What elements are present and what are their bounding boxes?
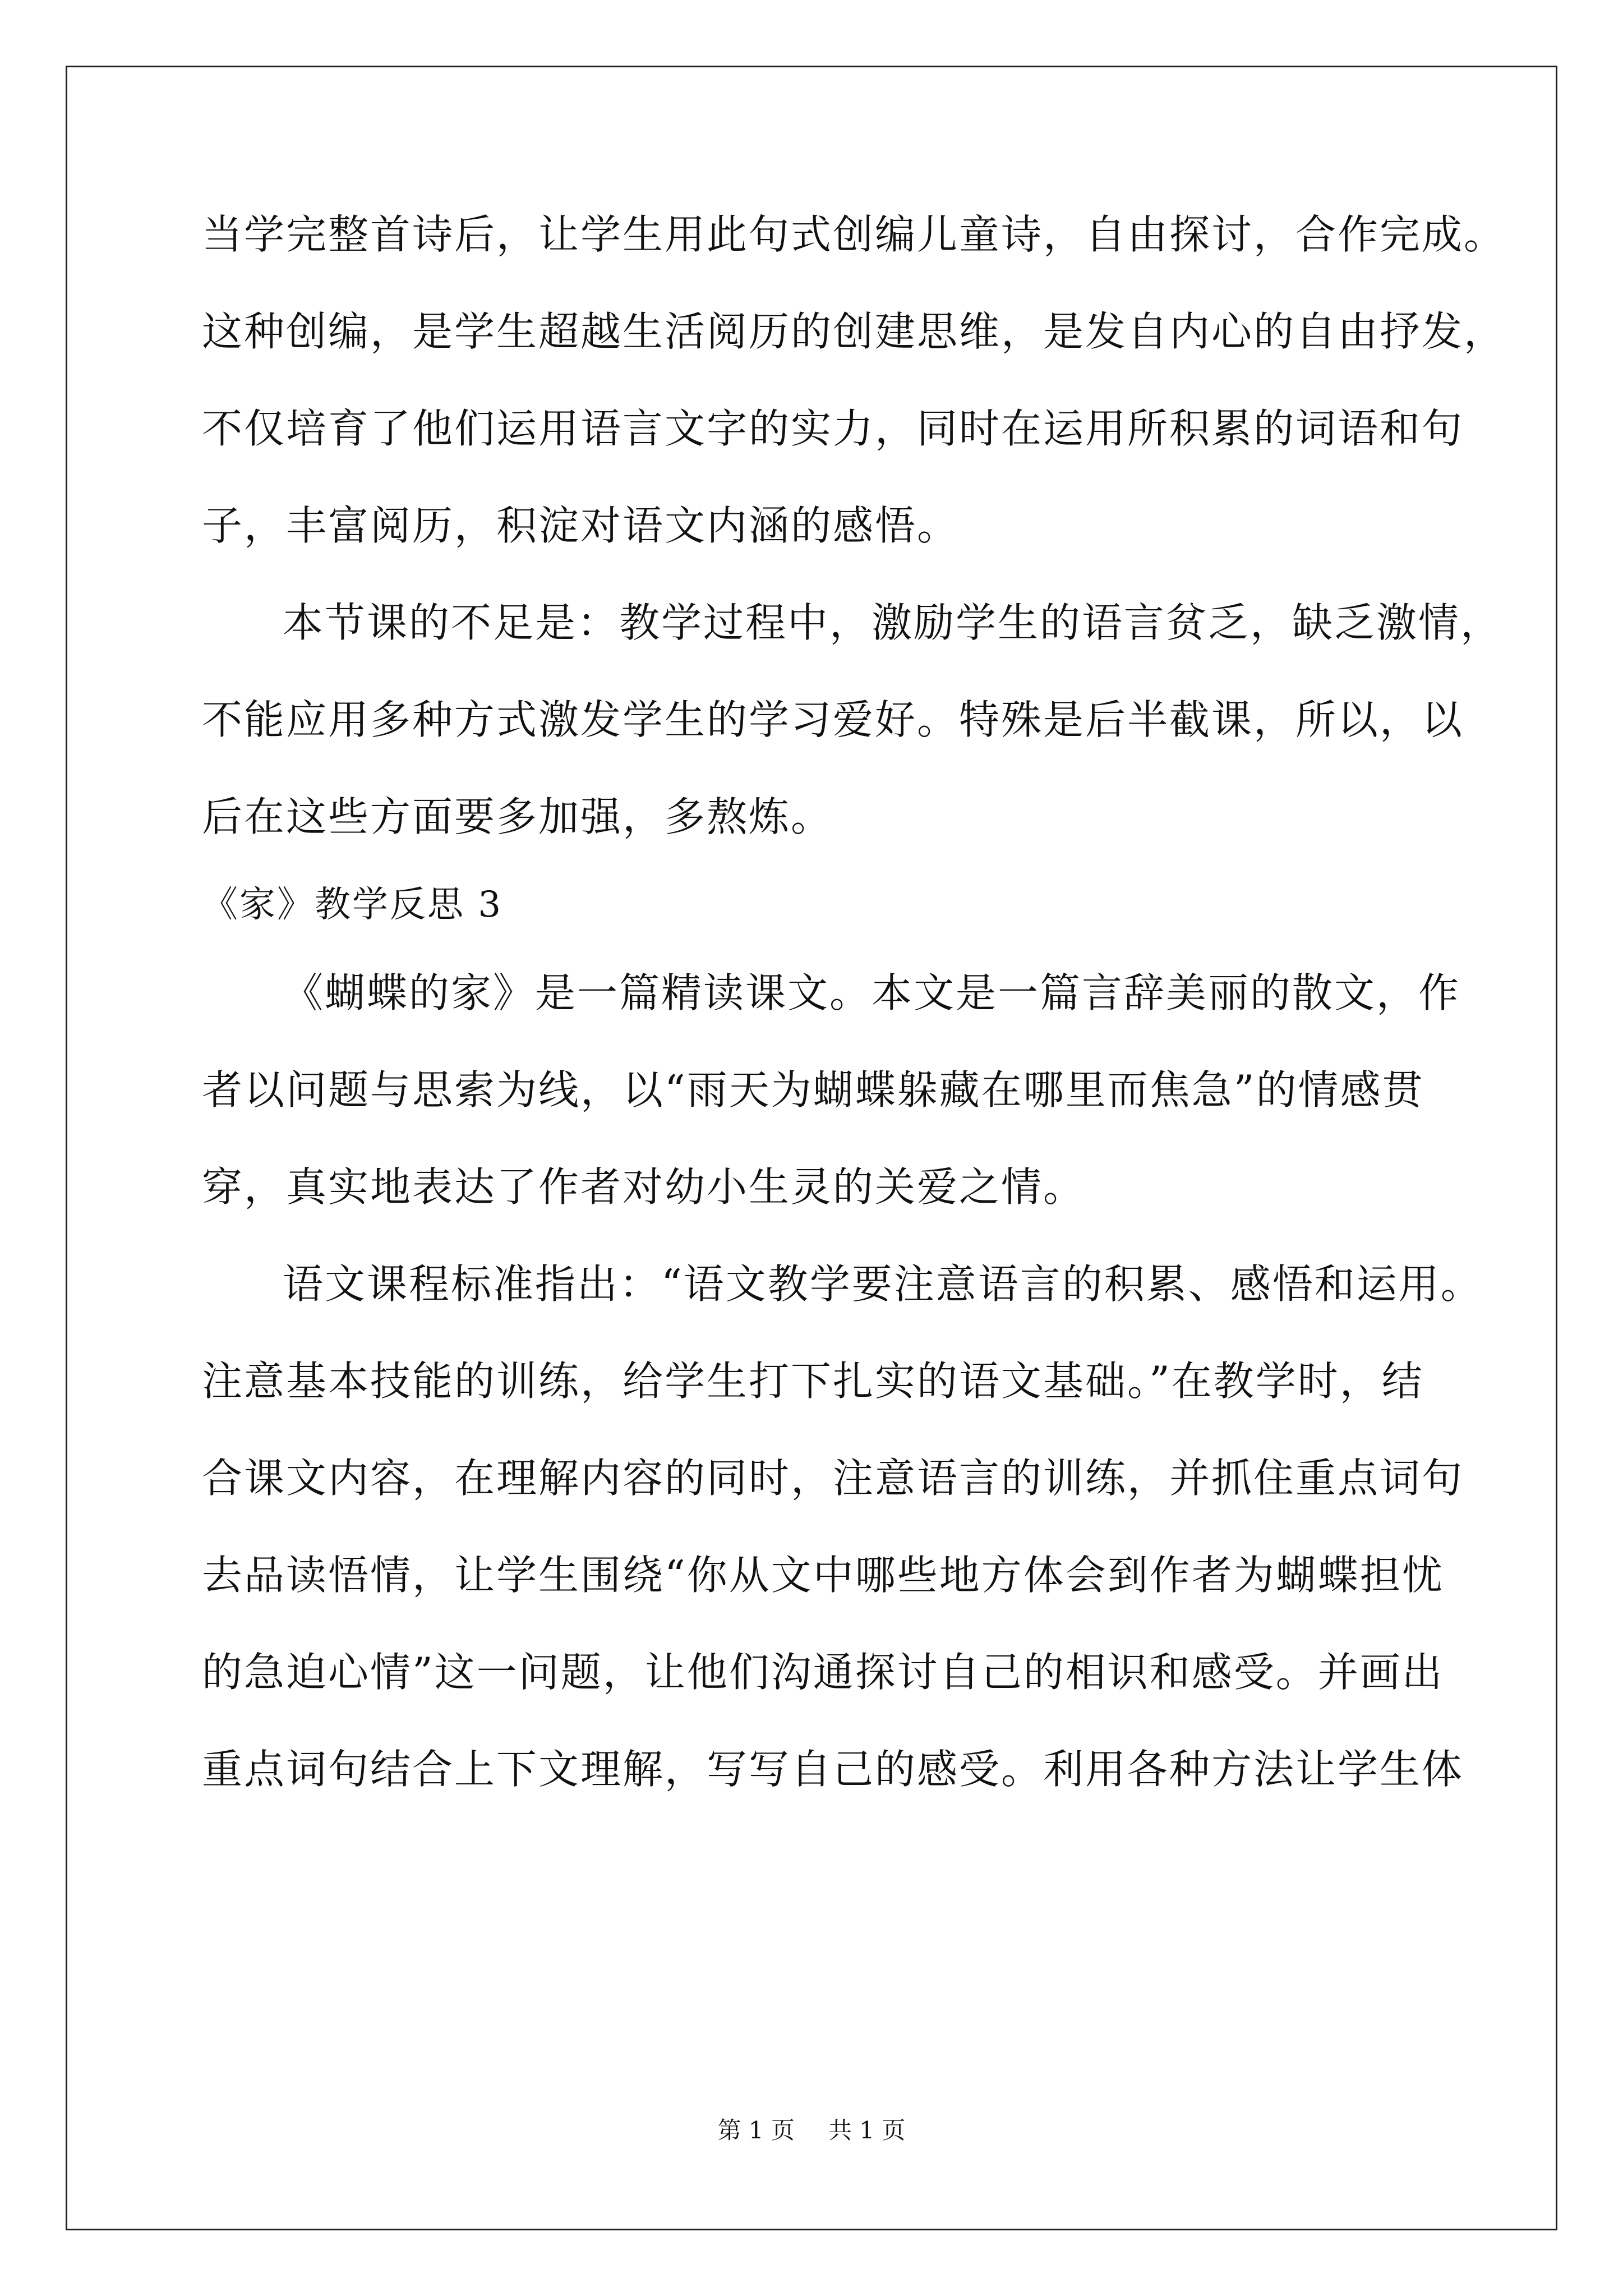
text-line: 注意基本技能的训练，给学生打下扎实的语文基础。”在教学时，结 — [202, 1358, 1424, 1405]
paragraph-first-line: 《蝴蝶的家》是一篇精读课文。本文是一篇言辞美丽的散文，作 — [283, 969, 1461, 1016]
page-total: 共 1 页 — [828, 2116, 906, 2144]
text-line: 重点词句结合上下文理解，写写自己的感受。利用各种方法让学生体 — [202, 1746, 1464, 1793]
text-line: 不能应用多种方式激发学生的学习爱好。特殊是后半截课，所以，以 — [202, 696, 1464, 743]
paragraph-first-line: 语文课程标准指出：“语文教学要注意语言的积累、感悟和运用。 — [283, 1260, 1483, 1308]
text-line: 不仅培育了他们运用语言文字的实力，同时在运用所积累的词语和句 — [202, 405, 1464, 452]
text-line: 的急迫心情”这一问题，让他们沟通探讨自己的相识和感受。并画出 — [202, 1649, 1444, 1696]
page-border — [66, 66, 1557, 2230]
text-line: 穿，真实地表达了作者对幼小生灵的关爱之情。 — [202, 1163, 1086, 1211]
text-line: 合课文内容，在理解内容的同时，注意语言的训练，并抓住重点词句 — [202, 1455, 1464, 1502]
section-heading: 《家》教学反思 3 — [202, 884, 503, 926]
text-line: 这种创编，是学生超越生活阅历的创建思维，是发自内心的自由抒发， — [202, 308, 1506, 355]
text-line: 去品读悟情，让学生围绕“你从文中哪些地方体会到作者为蝴蝶担忧 — [202, 1552, 1444, 1599]
text-line: 子，丰富阅历，积淀对语文内涵的感悟。 — [202, 502, 960, 549]
text-line: 者以问题与思索为线，以“雨天为蝴蝶躲藏在哪里而焦急”的情感贯 — [202, 1066, 1424, 1114]
page-number: 第 1 页 — [717, 2116, 795, 2144]
text-line: 当学完整首诗后，让学生用此句式创编儿童诗，自由探讨，合作完成。 — [202, 211, 1506, 258]
paragraph-first-line: 本节课的不足是：教学过程中，激励学生的语言贫乏，缺乏激情， — [283, 599, 1503, 646]
text-line: 后在这些方面要多加强，多熬炼。 — [202, 793, 833, 840]
page-footer — [0, 2114, 1623, 2147]
